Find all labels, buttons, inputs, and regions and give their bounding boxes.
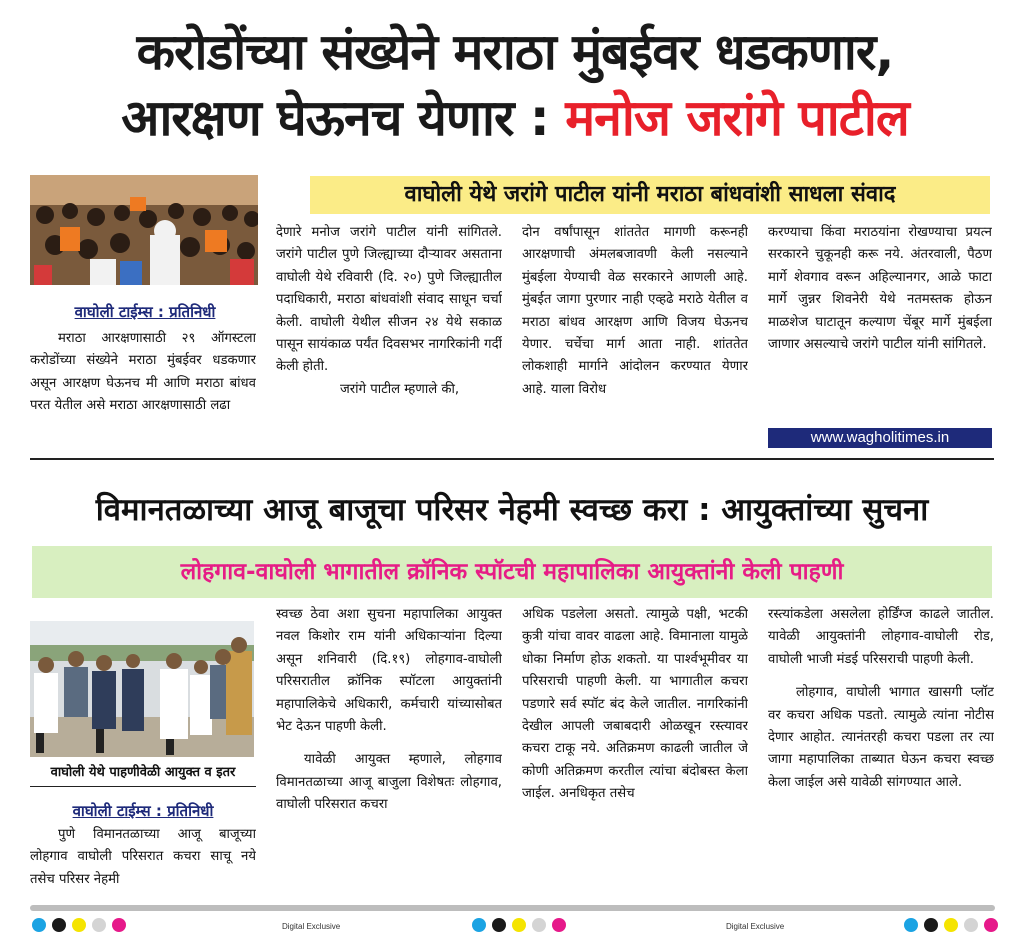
- story2-subheading: लोहगाव-वाघोली भागातील क्रॉनिक स्पॉटची महापालिका आयुक्तांनी केली पाहणी: [32, 546, 992, 598]
- registration-dot: [944, 918, 958, 932]
- registration-dot: [984, 918, 998, 932]
- registration-dot: [512, 918, 526, 932]
- registration-marks-left: [32, 918, 126, 932]
- story1-column-1: [30, 328, 256, 456]
- story1-headline-red: मनोज जरांगे पाटील: [565, 89, 909, 147]
- story2-col4-para2: लोहगाव, वाघोली भागात खासगी प्लॉट वर कचरा अधिक पडतो. त्यामुळे त्यांना नोटीस देणार आहोत. त्यानंतरही कचरा पडला तर त्या जागा महापालिका ताब्यात घेऊन कचरा स्वच्छ केला जाईल असे यावेळी सांगण्यात आले.: [768, 685, 994, 790]
- footer-bar: [30, 905, 995, 911]
- registration-marks-right: [904, 918, 998, 932]
- crowd-photo: [30, 175, 258, 285]
- registration-dot: [532, 918, 546, 932]
- story2-column-1: [30, 824, 256, 894]
- story1-col2-para1: देणारे मनोज जरांगे पाटील यांनी सांगितले. जरांगे पाटील पुणे जिल्ह्याच्या दौऱ्यावर असताना वाघोली येथे रविवारी (दि. २०) पुणे जिल्ह्यातील पदाधिकारी, मराठा बांधवांशी संवाद साधून चर्चा केली. वाघोली येथील सीजन २४ येथे सकाळ पासून सायंकाळ पर्यंत दिवसभर नागरिकांनी गर्दी केली होती.: [276, 225, 502, 375]
- footer-label-right: Digital Exclusive: [726, 922, 785, 931]
- story2-headline: विमानतळाच्या आजू बाजूचा परिसर नेहमी स्वच्छ करा : आयुक्तांच्या सुचना: [95, 492, 929, 528]
- story1-column-2: [276, 222, 502, 454]
- caption-rule: [30, 786, 256, 787]
- inspection-photo: [30, 621, 254, 757]
- story2-col3-text: अधिक पडलेला असतो. त्यामुळे पक्षी, भटकी कुत्री यांचा वावर वाढला आहे. विमानाला यामुळे धोका निर्माण होऊ शकतो. या पार्श्वभूमीवर या परिसराची पाहणी केली. या भागातील कचरा पडणारे सर्व स्पॉट बंद केले जातील. नागरिकांनी देखील आपली जबाबदारी ओळखून रस्त्यावर कचरा टाकू नये. अतिक्रमण काढली जातील जे कोणी अतिक्रमण करतील त्यांचा बंदोबस्त केला जाईल. अनधिकृत तसेच: [522, 607, 748, 802]
- section-divider: [30, 458, 994, 460]
- story1-headline-line1: करोडोंच्या संख्येने मराठा मुंबईवर धडकणार,: [136, 23, 894, 81]
- registration-dot: [72, 918, 86, 932]
- story1-column-3: [522, 222, 748, 454]
- story1-col3-text: दोन वर्षांपासून शांततेत मागणी करूनही आरक्षणाची अंमलबजावणी केली नसल्याने मुंबईला येण्याची वेळ सरकारने आणली आहे. मुंबईत जागा पुरणार नाही एव्हढे मराठे येतील व मराठा बांधव आरक्षण आणि विजय घेऊनच येणार. चर्चेचा मार्ग आता नाही. शांततेत लोकशाही मार्गाने आंदोलन करण्यात येणार आहे. याला विरोध: [522, 225, 748, 397]
- story2-col2-para2: यावेळी आयुक्त म्हणाले, लोहगाव विमानतळाच्या आजू बाजुला विशेषतः लोहगाव, वाघोली परिसरात कचरा: [276, 752, 502, 813]
- registration-dot: [112, 918, 126, 932]
- registration-dot: [472, 918, 486, 932]
- story2-byline: वाघोली टाईम्स : प्रतिनिधी: [72, 802, 214, 820]
- story2-column-3: [522, 604, 748, 894]
- registration-marks-center: [472, 918, 566, 932]
- story1-col2-para2: जरांगे पाटील म्हणाले की,: [340, 381, 460, 397]
- registration-dot: [52, 918, 66, 932]
- registration-dot: [32, 918, 46, 932]
- story1-headline-line2: [20, 86, 1010, 150]
- registration-dot: [92, 918, 106, 932]
- registration-dot: [492, 918, 506, 932]
- story1-col1-text: मराठा आरक्षणासाठी २९ ऑगस्टला करोडोंच्या संख्येने मराठा मुंबईवर धडकणार असून आरक्षण घेऊनच मी आणि मराठा बांधव परत येतील असे मराठा आरक्षणासाठी लढा: [30, 331, 256, 414]
- photo-caption: वाघोली येथे पाहणीवेळी आयुक्त व इतर: [50, 765, 236, 780]
- registration-dot: [964, 918, 978, 932]
- registration-dot: [904, 918, 918, 932]
- story1-headline-black: आरक्षण घेऊनच येणार :: [121, 89, 566, 147]
- story2-column-4: [768, 604, 994, 894]
- story1-byline: वाघोली टाईम्स : प्रतिनिधी: [74, 303, 216, 321]
- story2-col2-para1: स्वच्छ ठेवा अशा सुचना महापालिका आयुक्त नवल किशोर राम यांनी अधिकाऱ्यांना दिल्या असून शनिवारी (दि.१९) लोहगाव-वाघोली परिसरातील क्रॉनिक स्पॉटला आयुक्तांनी महापालिकेचे अधिकारी, कर्मचारी यांच्यासोबत भेट देऊन पाहणी केली.: [276, 607, 502, 735]
- registration-dot: [552, 918, 566, 932]
- website-url: www.wagholitimes.in: [768, 428, 992, 448]
- footer-label-center: Digital Exclusive: [282, 922, 341, 931]
- story2-column-2: [276, 604, 502, 894]
- story1-subheading: वाघोली येथे जरांगे पाटील यांनी मराठा बांधवांशी साधला संवाद: [310, 176, 990, 214]
- story2-col4-para1: रस्त्यांकडेला असलेला होर्डिंग्ज काढले जातील. यावेळी आयुक्तांनी लोहगाव-वाघोली रोड, वाघोली भाजी मंडई परिसराची पाहणी केली.: [768, 607, 994, 667]
- story2-col1-text: पुणे विमानतळाच्या आजू बाजूच्या लोहगाव वाघोली परिसरात कचरा साचू नये तसेच परिसर नेहमी: [30, 827, 256, 887]
- story1-col4-text: करण्याचा किंवा मराठयांना रोखण्याचा प्रयत्न सरकारने चुकूनही करू नये. अंतरवाली, पैठण मार्गे शेवगाव वरून अहिल्यानगर, आळे फाटा मार्गे जुन्नर शिवनेरी येथे नतमस्तक होऊन माळशेज घाटातून कल्याण चेंबूर मार्गे मुंबईला जाणार असल्याचे जरांगे पाटील यांनी सांगितले.: [768, 225, 992, 353]
- story1-column-4: [768, 222, 992, 426]
- registration-dot: [924, 918, 938, 932]
